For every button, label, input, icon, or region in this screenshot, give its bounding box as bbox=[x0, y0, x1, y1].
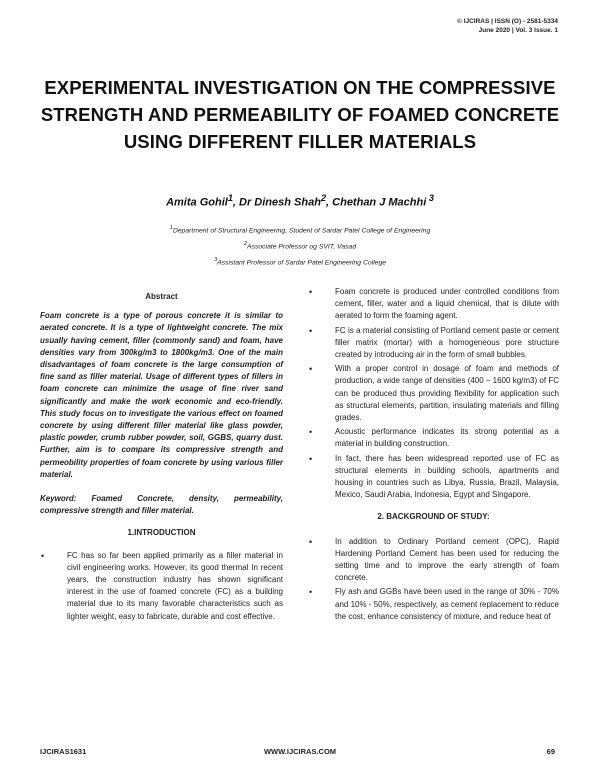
affiliation: $^1$Department of Structural Engineering, Student of Sardar Patel College of Engineering bbox=[169, 225, 431, 235]
keywords: Keyword: Foamed Concrete, density, permeability, compressive strength and filler material. bbox=[40, 494, 283, 516]
author-sup: 3 bbox=[426, 193, 434, 203]
list-item: • Acoustic performance indicates its strong potential as a material in building construction. bbox=[309, 427, 559, 449]
list-item: • In addition to Ordinary Portland cement (OPC), Rapid Hardening Portland Cement has been used for reducing the setting time and to improve the early strength of foam concrete. bbox=[309, 536, 559, 583]
list-item: • Fly ash and GGBs have been used in the range of 30% - 70% and 10% - 50%, respectively, as cement replacement to reduce the cost, enhance consistency of mixture, and reduce heat of bbox=[309, 587, 559, 621]
affiliations bbox=[0, 222, 600, 269]
fc-properties-list bbox=[308, 286, 559, 501]
list-item: • FC has so far been applied primarily as a filler material in civil engineering works. However, its good thermal In recent years, the construction industry has shown significant interest in the use of foamed concrete (FC) as a building material due to its many favorable characteristics such as lighter weight, easy to fabricate, durable and cost effective. bbox=[41, 550, 283, 621]
author-sup: 1 bbox=[227, 193, 233, 203]
bullet-icon: • bbox=[309, 587, 313, 598]
author-name: Amita Gohil bbox=[166, 196, 228, 209]
list-item: • With a proper control in dosage of foam and methods of production, a wide range of densities (400 – 1600 kg/m3) of FC can be produced thus providing flexibility for application such as structural elements, partition, insulating materials and filling grades. bbox=[309, 364, 559, 423]
author-name: Chethan J Machhi bbox=[332, 196, 427, 209]
intro-list bbox=[40, 550, 283, 623]
affiliation: $^3$Assistant Professor of Sardar Patel Engineering College bbox=[213, 256, 387, 266]
journal-issn: © IJCIRAS | ISSN (O) - 2581-5334 bbox=[457, 18, 558, 25]
bullet-icon: • bbox=[309, 427, 313, 438]
footer-website: WWW.IJCIRAS.COM bbox=[263, 747, 337, 756]
background-list bbox=[308, 536, 559, 623]
right-column bbox=[308, 286, 559, 625]
bullet-icon: • bbox=[309, 536, 313, 547]
journal-header bbox=[457, 17, 558, 35]
page-number: 69 bbox=[546, 747, 555, 756]
intro-heading: 1.INTRODUCTION bbox=[127, 528, 196, 538]
bullet-icon: • bbox=[309, 287, 313, 297]
author-list: Amita Gohil$^1$, Dr Dinesh Shah$^2$, Chethan J Machhi $^3$ bbox=[166, 193, 434, 209]
background-heading: 2. BACKGROUND OF STUDY: bbox=[377, 512, 490, 522]
author-sup: 2 bbox=[320, 193, 327, 203]
list-item: • In fact, there has been widespread reported use of FC as structural elements in building schools, apartments and housing in countries such as Libya, Russia, Brazil, Malaysia, Mexico, Saudi Arabia, Indonesia, Egypt and Singapore. bbox=[309, 453, 559, 500]
bullet-icon: • bbox=[309, 325, 313, 336]
left-column bbox=[40, 286, 283, 625]
author-name: Dr Dinesh Shah bbox=[239, 196, 321, 209]
bullet-icon: • bbox=[41, 550, 45, 561]
abstract-heading: Abstract bbox=[145, 292, 178, 301]
abstract-text: Foam concrete is a type of porous concrete it is similar to aerated concrete. It is a type of lightweight concrete. The mix usually having cement, filler (commonly sand) and foam, have densities vary from 300kg/m3 to 1800kg/m3. One of the main disadvantages of foam concrete is the large consumption of fine sand as filler material. Usage of different types of fillers in foam concrete can minimize the usage of fine river sand significantly and make the work economic and eco-friendly. This study focus on to investigate the various effect on foamed concrete by using different filler material like glass powder, plastic powder, crumb rubber powder, soil, GGBS, quarry dust. Further, aim is to compare its compressive strength and permeobility properties of foam concrete by using various filler material. bbox=[40, 311, 283, 479]
bullet-icon: • bbox=[309, 453, 313, 464]
journal-issue: June 2020 | Vol. 3 Issue. 1 bbox=[478, 27, 558, 34]
list-item: • FC is a material consisting of Portland cement paste or cement filler matrix (mortar) with a homogeneous pore structure created by introducing air in the form of small bubbles. bbox=[309, 325, 559, 360]
list-item: • Foam concrete is produced under controlled conditions from cement, filler, water and a liquid chemical, that is dilute with aerated to form the foaming agent. bbox=[309, 287, 559, 321]
affiliation: $^2$Associate Professor og SVIT, Vasad bbox=[243, 240, 357, 251]
footer-paper-id: IJCIRAS1631 bbox=[40, 747, 87, 756]
bullet-icon: • bbox=[309, 364, 313, 375]
paper-title: EXPERIMENTAL INVESTIGATION ON THE COMPRESSIVE STRENGTH AND PERMEABILITY OF FOAMED CONCRETE USING DIFFERENT FILLER MATERIALS bbox=[40, 77, 560, 152]
